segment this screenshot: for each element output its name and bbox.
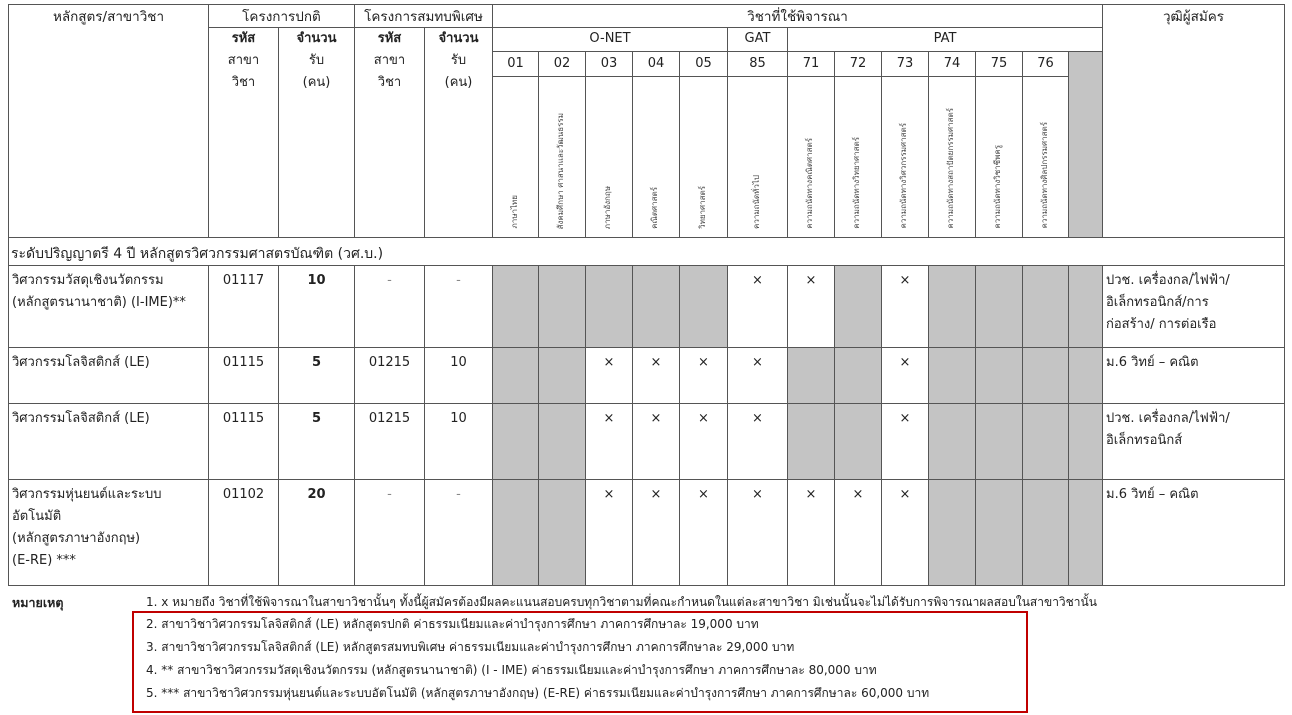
subject-mark-cell: × xyxy=(882,348,929,404)
subject-mark-cell xyxy=(493,348,539,404)
qualification-line: ปวช. เครื่องกล/ไฟฟ้า/ xyxy=(1106,411,1230,426)
regular-count: 10 xyxy=(279,266,355,348)
subject-mark-cell: × xyxy=(835,480,882,586)
header-regular: โครงการปกติ xyxy=(209,5,355,28)
special-count: 10 xyxy=(425,348,493,404)
qualification xyxy=(1103,480,1285,586)
program-line: (E-RE) *** xyxy=(12,553,76,568)
subject-mark-cell xyxy=(493,266,539,348)
subject-mark-cell xyxy=(976,404,1023,480)
subject-mark-cell: × xyxy=(680,348,728,404)
highlight-box xyxy=(132,611,1028,713)
qualification xyxy=(1103,266,1285,348)
subject-01 xyxy=(493,52,539,238)
gat-header: GAT xyxy=(728,28,788,52)
regular-count: 5 xyxy=(279,404,355,480)
qualification xyxy=(1103,348,1285,404)
subject-mark-cell xyxy=(539,480,586,586)
blank-shaded-cell xyxy=(1069,52,1103,238)
subject-code: 01 xyxy=(493,52,538,77)
table-row xyxy=(9,348,1285,404)
header-subjects: วิชาที่ใช้พิจารณา xyxy=(493,5,1103,28)
program-line: (หลักสูตรนานาชาติ) (I-IME)** xyxy=(12,295,186,310)
subject-mark-cell: × xyxy=(788,480,835,586)
onet-header: O-NET xyxy=(493,28,728,52)
note-2: 2. สาขาวิชาวิศวกรรมโลจิสติกส์ (LE) หลักสูตรปกติ ค่าธรรมเนียมและค่าบำรุงการศึกษา ภาคการศึกษาละ 19,000 บาท xyxy=(146,617,759,631)
program-name xyxy=(9,404,209,480)
regular-code: 01102 xyxy=(209,480,279,586)
subject-mark-cell: × xyxy=(788,266,835,348)
special-code: 01215 xyxy=(355,404,425,480)
regular-count: 20 xyxy=(279,480,355,586)
header-special: โครงการสมทบพิเศษ xyxy=(355,5,493,28)
admission-table xyxy=(8,4,1285,586)
subject-mark-cell: × xyxy=(586,404,633,480)
subject-code: 75 xyxy=(976,52,1022,77)
subject-name: วิทยาศาสตร์ xyxy=(697,186,707,229)
subject-mark-cell: × xyxy=(728,404,788,480)
blank-shaded-cell xyxy=(1069,404,1103,480)
subject-mark-cell xyxy=(539,266,586,348)
special-code-header: รหัส สาขา วิชา xyxy=(355,28,425,238)
regular-code: 01115 xyxy=(209,348,279,404)
blank-shaded-cell xyxy=(1069,480,1103,586)
table-row xyxy=(9,404,1285,480)
subject-mark-cell xyxy=(788,348,835,404)
subject-75 xyxy=(976,52,1023,238)
blank-shaded-cell xyxy=(1069,348,1103,404)
subject-05 xyxy=(680,52,728,238)
note-1: 1. x หมายถึง วิชาที่ใช้พิจารณาในสาขาวิชานั้นๆ ทั้งนี้ผู้สมัครต้องมีผลคะแนนสอบครบทุกวิชาตามที่คณะกำหนดในแต่ละสาขาวิชา มิเช่นนั้นจะไม่ได้รับการพิจารณาผลสอบในสาขาวิชานั้น xyxy=(146,595,1097,609)
subject-04 xyxy=(633,52,680,238)
subject-mark-cell xyxy=(976,480,1023,586)
program-name xyxy=(9,348,209,404)
subject-85 xyxy=(728,52,788,238)
program-name xyxy=(9,266,209,348)
subject-mark-cell xyxy=(929,348,976,404)
program-name xyxy=(9,480,209,586)
subject-mark-cell: × xyxy=(728,348,788,404)
regular-code-header: รหัส สาขา วิชา xyxy=(209,28,279,238)
table-row xyxy=(9,480,1285,586)
subject-mark-cell: × xyxy=(882,266,929,348)
subject-mark-cell xyxy=(976,266,1023,348)
subject-mark-cell: × xyxy=(680,480,728,586)
regular-count: 5 xyxy=(279,348,355,404)
subject-name: คณิตศาสตร์ xyxy=(650,187,659,229)
subject-mark-cell: × xyxy=(633,480,680,586)
subject-name: ความถนัดทั่วไป xyxy=(751,175,761,229)
subject-name: ความถนัดทางวิทยาศาสตร์ xyxy=(852,137,861,229)
subject-mark-cell: × xyxy=(633,404,680,480)
subject-74 xyxy=(929,52,976,238)
subject-mark-cell: × xyxy=(586,480,633,586)
subject-mark-cell: × xyxy=(680,404,728,480)
special-count: 10 xyxy=(425,404,493,480)
subject-name: ความถนัดทางคณิตศาสตร์ xyxy=(805,138,814,229)
subject-name: ความถนัดทางสถาปัตยกรรมศาสตร์ xyxy=(946,108,955,229)
qualification-line: ม.6 วิทย์ – คณิต xyxy=(1106,487,1199,502)
program-line: (หลักสูตรภาษาอังกฤษ) xyxy=(12,531,141,546)
subject-name: ภาษาไทย xyxy=(509,195,519,229)
qualification-line: อิเล็กทรอนิกส์/การ xyxy=(1106,295,1209,310)
subject-mark-cell xyxy=(976,348,1023,404)
subject-mark-cell xyxy=(680,266,728,348)
qualification-line: ปวช. เครื่องกล/ไฟฟ้า/ xyxy=(1106,273,1230,288)
subject-name: ความถนัดทางวิศวกรรมศาสตร์ xyxy=(899,123,908,229)
subject-mark-cell: × xyxy=(882,480,929,586)
qualification-line: อิเล็กทรอนิกส์ xyxy=(1106,433,1183,448)
subject-mark-cell: × xyxy=(882,404,929,480)
subject-73 xyxy=(882,52,929,238)
subject-03 xyxy=(586,52,633,238)
subject-76 xyxy=(1023,52,1069,238)
subject-mark-cell xyxy=(835,266,882,348)
subject-code: 04 xyxy=(633,52,679,77)
subject-mark-cell xyxy=(929,480,976,586)
qualification-line: ก่อสร้าง/ การต่อเรือ xyxy=(1106,317,1217,332)
special-count: - xyxy=(425,266,493,348)
pat-header: PAT xyxy=(788,28,1103,52)
subject-name: ภาษาอังกฤษ xyxy=(603,185,612,229)
blank-shaded-cell xyxy=(1069,266,1103,348)
program-line: วิศวกรรมโลจิสติกส์ (LE) xyxy=(12,355,150,370)
subject-mark-cell xyxy=(539,404,586,480)
subject-mark-cell xyxy=(1023,404,1069,480)
subject-code: 76 xyxy=(1023,52,1068,77)
subject-mark-cell xyxy=(1023,480,1069,586)
subject-code: 85 xyxy=(728,52,787,77)
subject-code: 74 xyxy=(929,52,975,77)
subject-code: 05 xyxy=(680,52,727,77)
subject-mark-cell: × xyxy=(633,348,680,404)
table-row xyxy=(9,266,1285,348)
special-code: - xyxy=(355,266,425,348)
special-count: - xyxy=(425,480,493,586)
subject-mark-cell xyxy=(835,404,882,480)
subject-code: 02 xyxy=(539,52,585,77)
note-4: 4. ** สาขาวิชาวิศวกรรมวัสดุเชิงนวัตกรรม (หลักสูตรนานาชาติ) (I - IME) ค่าธรรมเนียมและค่าบำรุงการศึกษา ภาคการศึกษาละ 80,000 บาท xyxy=(146,663,877,677)
subject-mark-cell xyxy=(1023,348,1069,404)
subject-mark-cell xyxy=(586,266,633,348)
subject-name: ความถนัดทางศิลปกรรมศาสตร์ xyxy=(1039,122,1049,229)
program-line: วิศวกรรมโลจิสติกส์ (LE) xyxy=(12,411,150,426)
subject-code: 72 xyxy=(835,52,881,77)
special-code: 01215 xyxy=(355,348,425,404)
subject-name: สังคมศึกษา ศาสนาและวัฒนธรรม xyxy=(556,112,565,229)
subject-71 xyxy=(788,52,835,238)
header-qualification: วุฒิผู้สมัคร xyxy=(1103,5,1285,238)
subject-mark-cell xyxy=(539,348,586,404)
regular-code: 01115 xyxy=(209,404,279,480)
subject-02 xyxy=(539,52,586,238)
subject-mark-cell: × xyxy=(586,348,633,404)
special-code: - xyxy=(355,480,425,586)
subject-mark-cell xyxy=(788,404,835,480)
regular-count-header: จำนวน รับ (คน) xyxy=(279,28,355,238)
regular-code: 01117 xyxy=(209,266,279,348)
subject-code: 73 xyxy=(882,52,928,77)
program-line: วิศวกรรมหุ่นยนต์และระบบ xyxy=(12,487,162,502)
subject-72 xyxy=(835,52,882,238)
notes-label: หมายเหตุ xyxy=(12,595,64,610)
subject-code: 71 xyxy=(788,52,834,77)
subject-mark-cell: × xyxy=(728,480,788,586)
header-program: หลักสูตร/สาขาวิชา xyxy=(9,5,209,238)
program-line: อัตโนมัติ xyxy=(12,509,62,524)
subject-code: 03 xyxy=(586,52,632,77)
note-3: 3. สาขาวิชาวิศวกรรมโลจิสติกส์ (LE) หลักสูตรสมทบพิเศษ ค่าธรรมเนียมและค่าบำรุงการศึกษา ภาคการศึกษาละ 29,000 บาท xyxy=(146,640,795,654)
section-title: ระดับปริญญาตรี 4 ปี หลักสูตรวิศวกรรมศาสตรบัณฑิต (วศ.บ.) xyxy=(9,238,1285,266)
qualification xyxy=(1103,404,1285,480)
subject-mark-cell xyxy=(929,404,976,480)
special-count-header: จำนวน รับ (คน) xyxy=(425,28,493,238)
subject-name: ความถนัดทางวิชาชีพครู xyxy=(993,145,1002,229)
program-line: วิศวกรรมวัสดุเชิงนวัตกรรม xyxy=(12,273,164,288)
subject-mark-cell xyxy=(633,266,680,348)
qualification-line: ม.6 วิทย์ – คณิต xyxy=(1106,355,1199,370)
subject-mark-cell: × xyxy=(728,266,788,348)
subject-mark-cell xyxy=(929,266,976,348)
subject-mark-cell xyxy=(493,480,539,586)
subject-mark-cell xyxy=(1023,266,1069,348)
subject-mark-cell xyxy=(835,348,882,404)
note-5: 5. *** สาขาวิชาวิศวกรรมหุ่นยนต์และระบบอัตโนมัติ (หลักสูตรภาษาอังกฤษ) (E-RE) ค่าธรรมเนียมและค่าบำรุงการศึกษา ภาคการศึกษาละ 60,000 บาท xyxy=(146,686,930,700)
subject-mark-cell xyxy=(493,404,539,480)
